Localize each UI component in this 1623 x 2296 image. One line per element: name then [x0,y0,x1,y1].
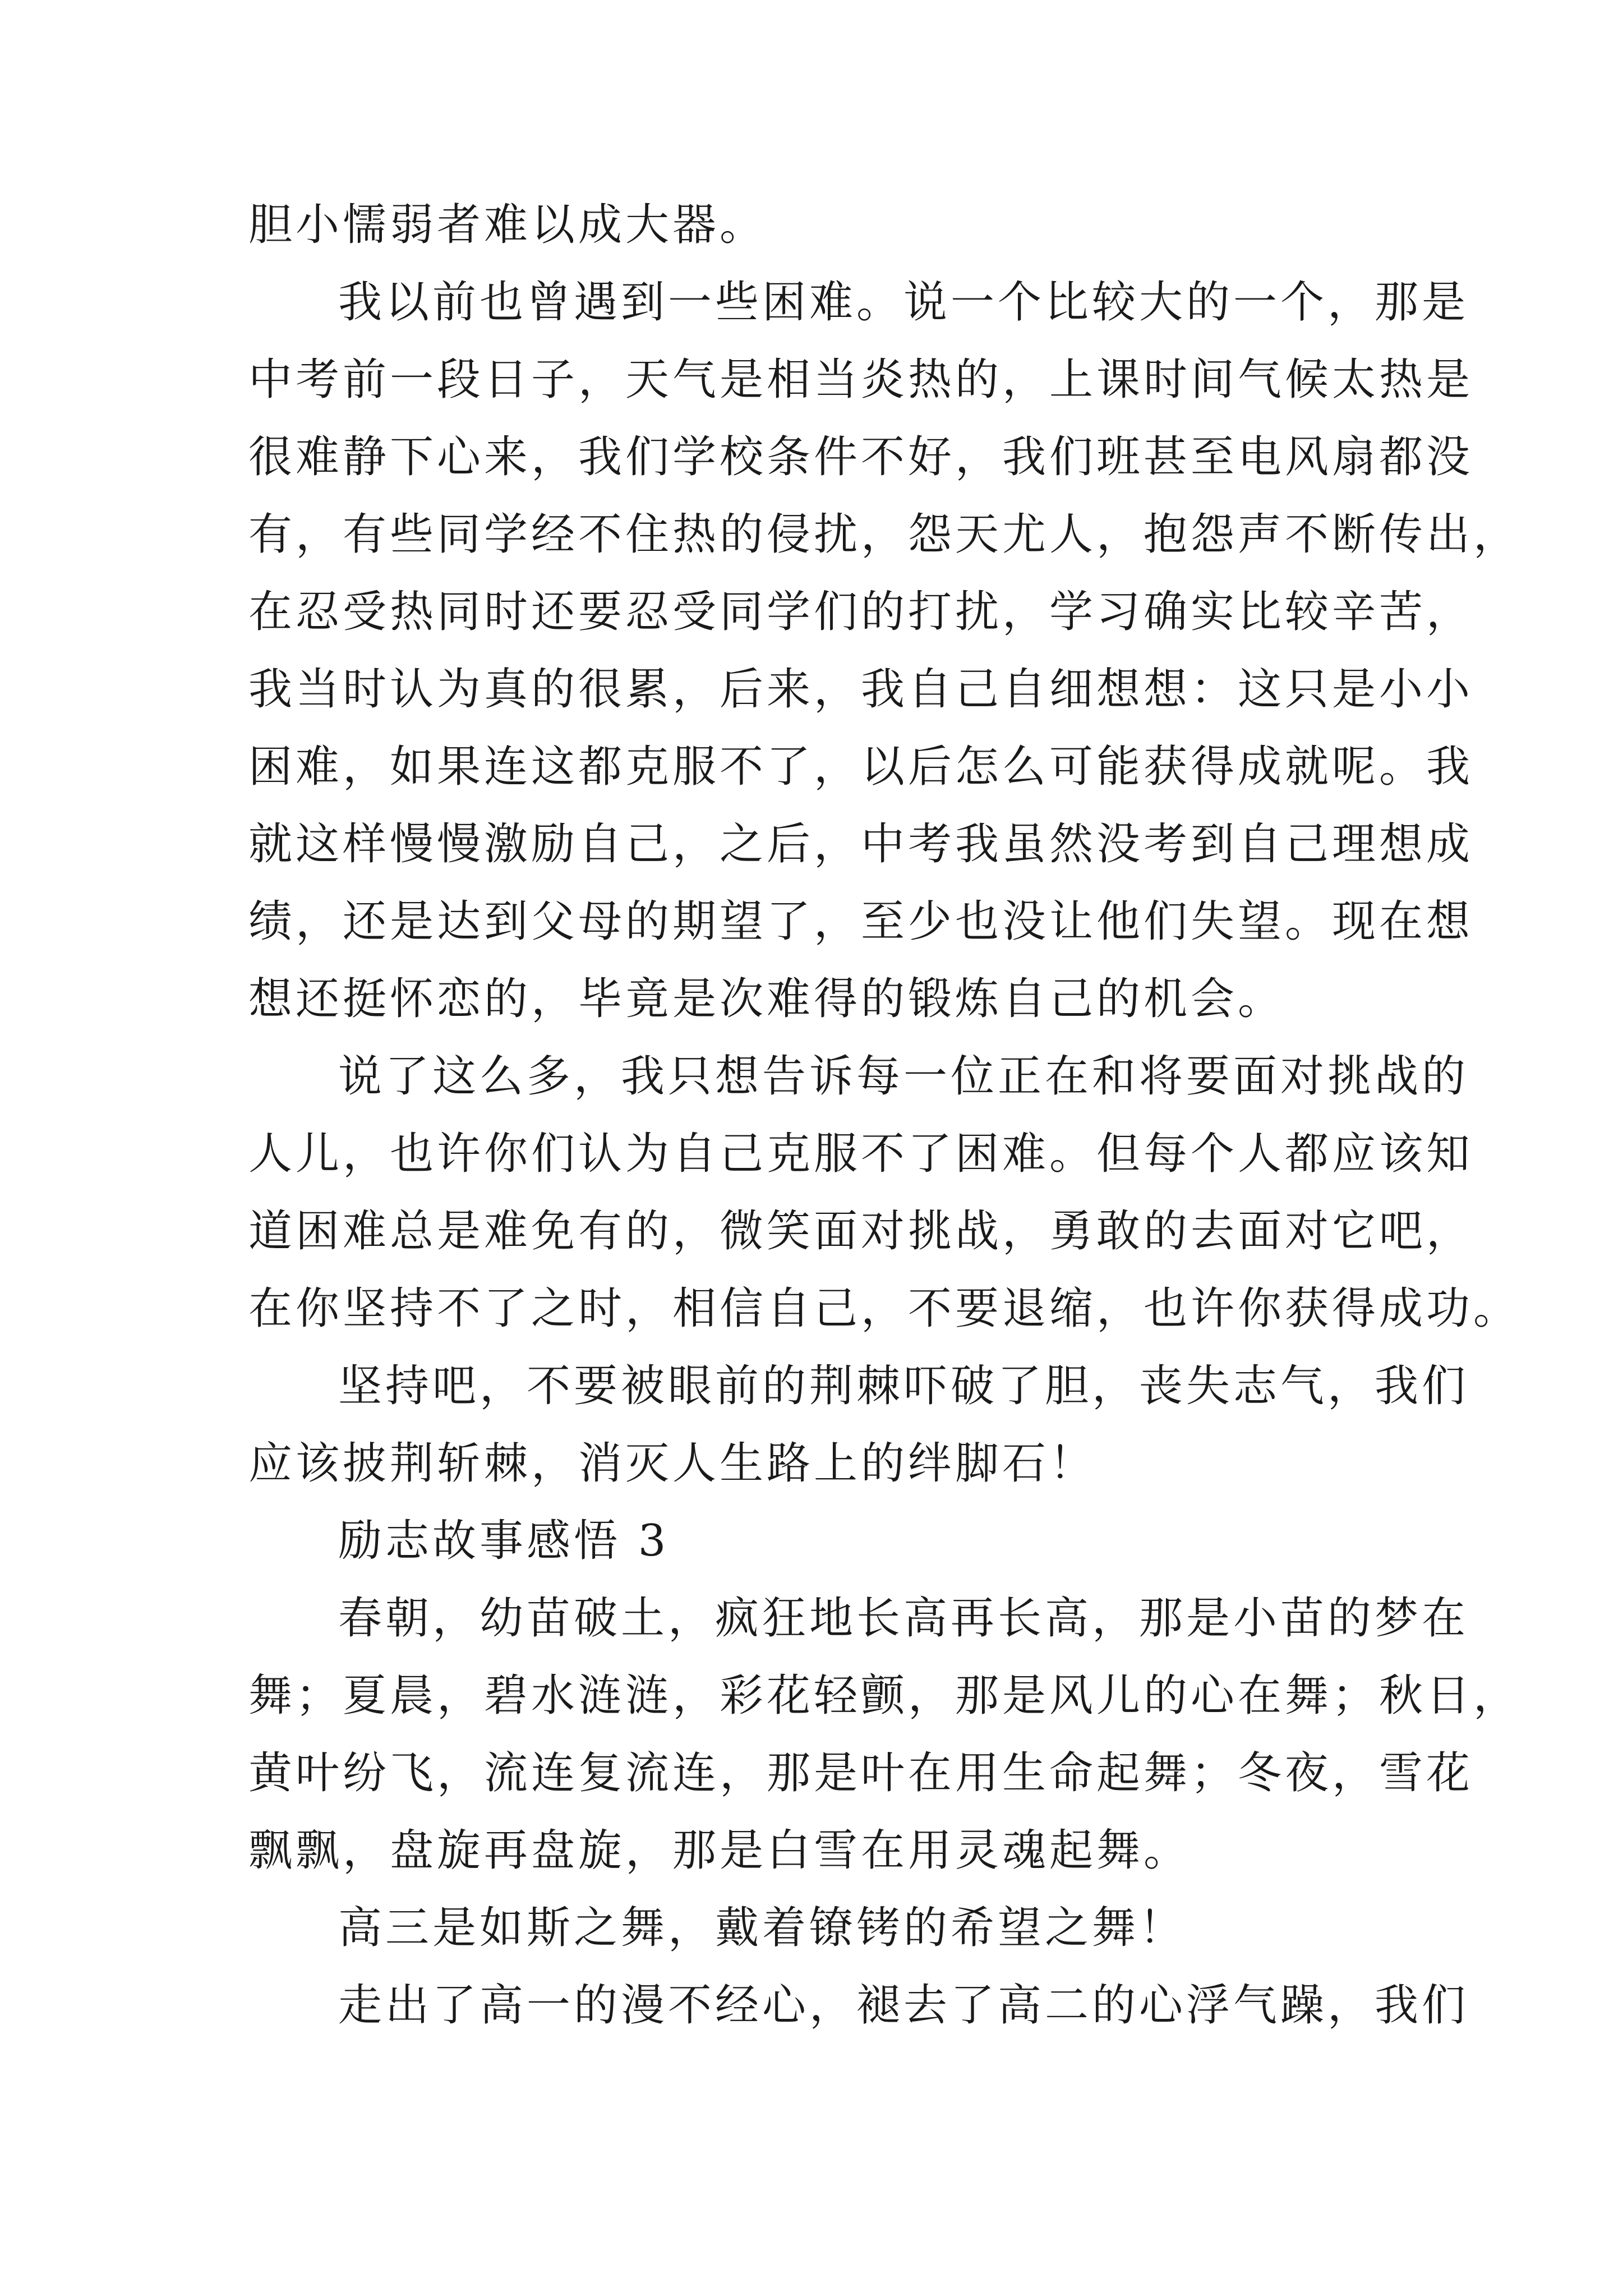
text-line: 困难，如果连这都克服不了，以后怎么可能获得成就呢。我 [248,742,1474,792]
body-text [248,186,1521,2044]
text-line: 说了这么多，我只想告诉每一位正在和将要面对挑战的 [338,1051,1469,1102]
text-line: 在你坚持不了之时，相信自己，不要退缩，也许你获得成功。 [248,1283,1521,1334]
text-line: 就这样慢慢激励自己，之后，中考我虽然没考到自己理想成 [248,819,1474,869]
text-line: 想还挺怀恋的，毕竟是次难得的锻炼自己的机会。 [248,974,1285,1024]
text-line: 坚持吧，不要被眼前的荆棘吓破了胆，丧失志气，我们 [338,1361,1469,1411]
text-line: 在忍受热同时还要忍受同学们的打扰，学习确实比较辛苦， [248,587,1474,637]
text-line: 春朝，幼苗破土，疯狂地长高再长高，那是小苗的梦在 [338,1593,1469,1644]
text-line: 飘飘，盘旋再盘旋，那是白雪在用灵魂起舞。 [248,1825,1191,1876]
text-line: 有，有些同学经不住热的侵扰，怨天尤人，抱怨声不断传出， [248,509,1521,560]
text-line: 高三是如斯之舞，戴着镣铐的希望之舞！ [338,1903,1187,1953]
text-line: 中考前一段日子，天气是相当炎热的，上课时间气候太热是 [248,355,1474,405]
text-line: 走出了高一的漫不经心，褪去了高二的心浮气躁，我们 [338,1980,1469,2031]
text-line: 我以前也曾遇到一些困难。说一个比较大的一个，那是 [338,277,1469,328]
text-line: 人儿，也许你们认为自己克服不了困难。但每个人都应该知 [248,1129,1474,1179]
text-line: 黄叶纷飞，流连复流连，那是叶在用生命起舞；冬夜，雪花 [248,1748,1474,1798]
text-line: 胆小懦弱者难以成大器。 [248,200,767,250]
text-line: 应该披荆斩棘，消灭人生路上的绊脚石！ [248,1438,1097,1489]
text-line: 道困难总是难免有的，微笑面对挑战，勇敢的去面对它吧， [248,1206,1474,1257]
section-heading: 励志故事感悟 3 [338,1516,670,1566]
text-line: 我当时认为真的很累，后来，我自己自细想想：这只是小小 [248,664,1474,715]
text-line: 舞；夏晨，碧水涟涟，彩花轻颤，那是风儿的心在舞；秋日， [248,1671,1521,1721]
text-line: 很难静下心来，我们学校条件不好，我们班甚至电风扇都没 [248,432,1474,482]
text-line: 绩，还是达到父母的期望了，至少也没让他们失望。现在想 [248,896,1474,947]
